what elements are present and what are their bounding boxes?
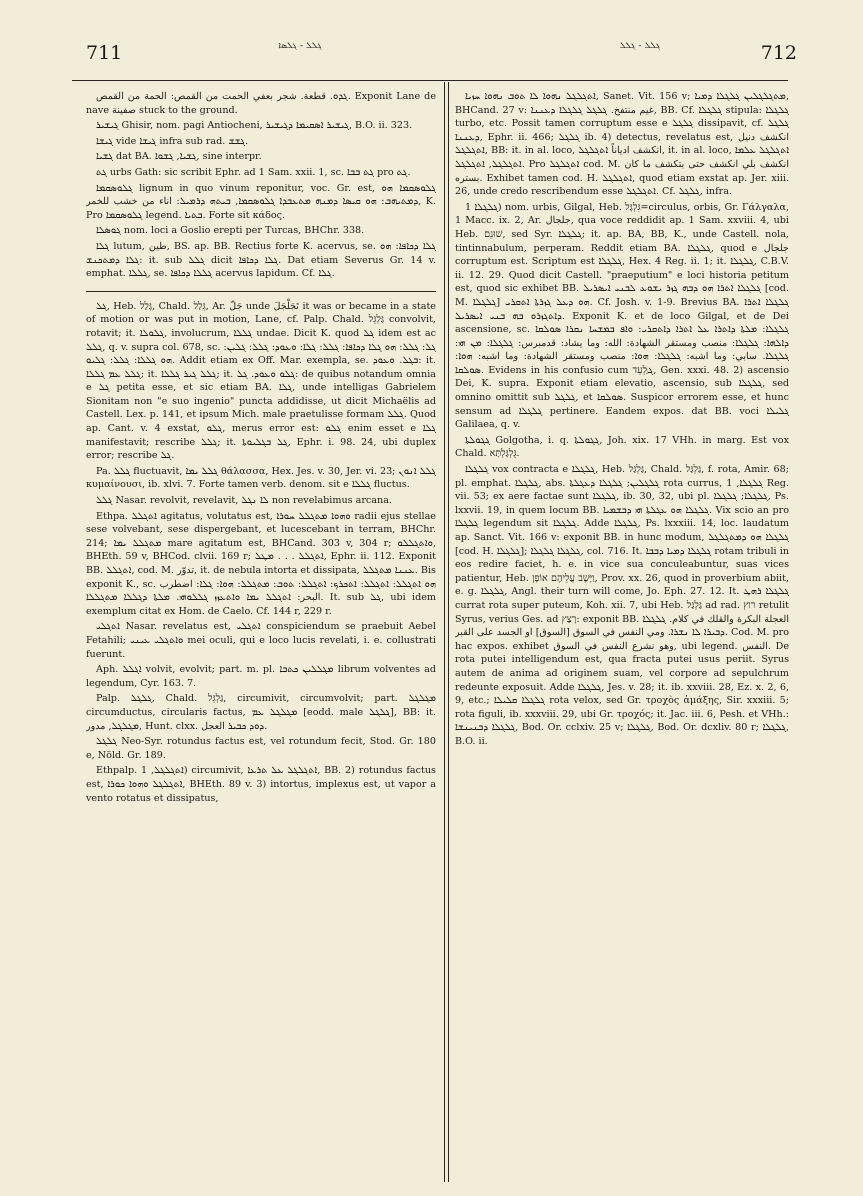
dictionary-entry: ܓܠܓܠ Neo-Syr. rotundus factus est, vel rotundum fecit, Stod. Gr. 180 e, Nöld. Gr. 189. bbox=[86, 736, 436, 761]
dictionary-entry: ܓܓܘܠܬܐ Golgotha, i. q. ܓܓܘܠܬܐ, Joh. xix. 17 VHh. in marg. Est vox Chald. גֻּלְגָּלְתָּא. bbox=[455, 434, 789, 460]
left-page-number: 711 bbox=[86, 42, 123, 64]
dictionary-entry: Palp. ܓܠܓܠ, Chald. גַּלְגֵּל, circumivit, circumvolvit; part. ܡܓܠܓܠ circumductus, circularis factus, ܡܓܠܓܠ ܥܡ [eodd. male ܓܠܓܠ], BB: it. ܡܓܠܓܠ, مدور, Hunt. clxx. ܕܘܕ ܟܒܝܪ العجل. bbox=[86, 693, 436, 732]
dictionary-entry: ܓܬ urbs Gath: sic scribit Ephr. ad 1 Sam. xxii. 1, sc. ܓܬ ܒܒܐ pro ܓܬ. bbox=[96, 166, 411, 178]
dictionary-entry: ܓܠܘܣܩܡܐ lignum in quo vinum reponitur, voc. Gr. est, ܓܠܘܣܩܡܐ ܗܘ ܕܡܬܝܗܒ: ܗܘ ܩܝܣܐ ܕܡܢܗ ܡܬܥܒܕܐ ܓܠܘܣܩܡܐ, ܒܝܬܗ ܕܪܡܝܠ: اناء من خشب للخمر, K. Pro ܓܠܘܣܩܡܐ legend. ܒܬܝܐ. Forte sit κάδος. bbox=[86, 182, 436, 221]
right-page-number: 712 bbox=[760, 42, 797, 64]
dictionary-entry: ܐܬܓܠܓܠ ܢܗܘܐ ܠܐ ܬܘܒ ܢܗܘܐ ܚܙܝܐ, Sanet. Vit. 156 v; ܡܬܓܠܓܠܝܢ ܓܠܓܠܐ ܕܡܝܐ, BHCand. 27 v: غيم منتفخ. ܓܠܓܠ ܓܠܓܠܐ ܕܥܢܢܐ, BB. Cf. ܓܠܓܠܐ stipula: ܓܠܓܠܐ turbo, etc. Possit tamen corruptum esse e ܓܠܓܠ dissipavit, cf. ܓܠܓܠ ܕܥܢܢܐ, Ephr. ii. 466; ܓܠܓܠ ib. 4) detectus, revelatus est, انكشف دنيل ܐܬܓܠܓܠ, BB: it. in al. loco, انكشف ادياناً ܐܬܓܠܓܠ, it. in al. loco, ܐܬܓܠܓܠ ܥܠܡܐ ܐܬܓܠܓܠ, ܐܬܓܠܓܠ. Pro ܐܬܓܠܓܠ cod. M. انكشف بلي انكشف حتى بتكشف ما كان بستره. Exhibet tamen cod. H. ܐܬܓܠܓܠ, quod etiam exstat ap. Jer. xiii. 26, unde credo rescribendum esse ܐܬܓܠܓܠ. Cf. ܓܠܓܠ, infra. bbox=[455, 91, 789, 198]
dictionary-entry: ܓܫܝܐ dat BA. ܓܫܝܐ, ܓܫܘܐ, sine interpr. bbox=[96, 151, 262, 163]
dictionary-entry: Ethpalp. ܐܬܓܠܓܠ, 1) circumivit, ܐܬܓܠܓܠ ܥܠ ܬܪܥܐ, BB. 2) rotundus factus est, ܐܬܓܠܓܠ ܘܗܘܐ ܟܘܪܐ, BHEth. 89 v. 3) intortus, implexus est, ut vapor a vento rotatus et dissipatus, bbox=[86, 765, 436, 804]
left-running-head: ܓܠܠ - ܓܠܣܐ bbox=[278, 40, 322, 51]
dictionary-entry: ܓܘܣܠܐ nom. loci a Goslio erepti per Turcas, BHChr. 338. bbox=[96, 225, 365, 237]
dictionary-entry: Aph. ܐܓܠܠ volvit, evolvit; part. m. pl. ܡܓܠܠܝܢ ܟܬܒܐ librum volventes ad legendum, Cyr. 163. 7. bbox=[86, 664, 436, 689]
header-rule bbox=[72, 80, 788, 81]
dictionary-entry: ܓܠ, Heb. גָּלַל, Chald. גְּלַל, Ar. جَلّ unde تَجَلْجَلَ it was or became in a state of motion or was put in motion, Lane, cf. Palp. Chald. גַּלְגֵּל convolvit, rotavit; it. ܓܠܘܠܐ, involucrum, ܓܠܠܐ undae. Dicit K. quod ܓܠ idem est ac ܓܠܠ, q. v. supra col. 678, sc. ܓܠ: ܓܠܠ: ܗܘ ܓܠܐ ܕܟܐܦܐ: ܓܠܠ: ܓܠܐ: ܘܥܘܕ: ܓܠܠ: ܓܠܝܢ: ܗܘ ܓܠܠܐ: ܓܠܠ: ܓܠܝܘ. Addit etiam ex Off. Mar. exempla, se. ܒܓܠ. ܘܥܘܕ: it. ܓܠܠ ܥܡ ܓܠܠܐ; it. ܓܠܠ ܓܝܪ ܓܠܠܐ; it. ܓܠܘ ܘܥܘܕ. ܓܠ: de quibus notandum omnia e ܓܠ petita esse, et sic etiam BA. ܓܠܐ, unde intelligas Gabrielem Sionitam non "e suo ingenio" puncta addidisse, ut dicit Michaëlis ad Castell. Lex. p. 141, et ipsum Mich. male praetulisse formam ܓܠܠ. Quod ap. Cant. v. 4 exstat, ܓܠܘ, merus error est: ܓܠܘ enim esset e ܓܠܐ manifestavit; rescribe ܓܠܠ; it. ܓܠ ܒܓܠܝܘܬܐ, Ephr. i. 98. 24, ubi duplex error; rescribe ܓܠ. bbox=[86, 291, 436, 463]
dictionary-entry: ܓܠܐ lutum, طين, BS. ap. BB. Rectius forte K. acervus, se. ܓܠܐ ܕܟܐܦܐ: ܗܘ ܓܠܐ ܕܡܬܟܢܫ: it. sub ܓܠܠ dicit ܓܠܐ ܕܟܐܦܐ. Dat etiam Severus Gr. 14 v. emphat. ܓܠܠܐ, se. ܓܠܠܐ ܕܟܐܦܐ acervus lapidum. Cf. ܓܠܐ. bbox=[86, 240, 436, 280]
column-divider-inner bbox=[448, 82, 449, 1182]
column-divider bbox=[444, 82, 445, 1182]
right-column bbox=[455, 90, 789, 1180]
dictionary-entry: ܓܠܠ Nasar. revolvit, revelavit, ܠܐ ܢܓܠ non revelabimus arcana. bbox=[96, 495, 392, 507]
dictionary-entry: ܓܝܫܐ vide ܓܝܫܐ infra sub rad. ܓܫܫ. bbox=[96, 135, 249, 147]
dictionary-entry: ܓܠܓܠܐ vox contracta e ܓܠܓܠܐ, Heb. גַּלְגַּל, Chald. גַּלְגַּל, f. rota, Amir. 68; pl. emphat. ܓܠܓܠܐ, abs. ܓܠܓܠܝܢ; ܓܠܓܠܐ ܕܥܓܠܬܐ rota currus, ܓܠܓܠܐ, 1 Reg. vii. 53; ex aere factae sunt ܓܠܓܠܐ, ib. 30, 32, ubi pl. ܓܠܓܠܐ; ܓܠܓܠܐ, Ps. lxxvii. 19, in quem locum BB. ܓܠܓܠܐ ܗܘ ܥܓܠܬܐ ܗܝ ܕܒܫܡܝܐ. Vix scio an pro ܓܠܓܠܐ legendum sit ܓܠܓܠܐ. Adde ܓܠܓܠܐ, Ps. lxxxiii. 14, loc. laudatum ap. Sanct. Vit. 166 v: exponit BB. in hunc modum, ܓܠܓܠܐ ܗܘ ܕܡܬܓܠܓܠ [cod. H. ܓܠܓܠܐ]; ܓܠܓܠܐ ܓܠܓܠܐ, col. 716. It. ܓܠܓܠܐ ܕܡܝܐ ܕܒܒܐ rotam tribuli in eos redire faciet, h. e. in vice sua conculeabuntur, suas vices patientur, Heb. וַיָּשֶׁב עֲלֵיהֶם אוֹפָן, Prov. xx. 26, quod in proverbium abiit, e. g. ܓܠܓܠܐ, Angl. their turn will come, Jo. Eph. 27. 12. It. ܓܠܓܠܐ ܪܗܛ currat rota super puteum, Koh. xii. 7, ubi Heb. גַּלְגַּל ad rad. רוץ retulit Syrus, verius Ges. ad רָצַץ: exponit BB. العجلة البكرة والقلك في كلام. ܓܠܓܠܐ ܕܒܝܪܐ ܠܐ ܢܫܪܐ. ومي النفس في السوق [السوق] او الجسد على القبر. Cod. M. pro hac expos. exhibet وهو نشرع النفس في السوق, ubi legend. النفس. De rota putei intelligendum est, qua fracta putei usus periit. Syrus autem de anima ad originem suam, vel corpore ad sepulchrum redeunte exposuit. Adde ܓܠܓܠܐ, Jes. v. 28; it. ib. xxviii. 28, Ez. x. 2, 6, 9, etc.; ܓܠܓܠܐ ܩܠܝܠܐ rota velox, sed Gr. τροχὸς ἁμάξης, Sir. xxxiii. 5; rota figuli, ib. xxxviii. 29, ubi Gr. τροχός; it. Jac. iii. 6, Pesh. et VHh.: ܓܠܓܠܐ ܕܒܢܝܢܫܐ, Bod. Or. cclxiv. 25 v; ܓܠܓܠܐ, Bod. Or. dcxliv. 80 r; ܓܠܓܠܐ, B.O. ii. bbox=[455, 464, 789, 747]
dictionary-entry: ܓܝܫܝܪ Ghisir, nom. pagi Antiocheni, ܓܝܫܝܪ ܐܣܩܝܡܐ ܕܓܝܫܝܪ, B.O. ii. 323. bbox=[96, 120, 413, 132]
dictionary-entry: ܐܬܓܠܝ Nasar. revelatus est, ܐܬܓܠܝ conspiciendum se praebuit Aebel Fetahili; ܘܐܬܓܠܝ ܥܝܢܝ mei oculi, qui e loco lucis revelati, i. e. collustrati fuerunt. bbox=[86, 621, 436, 660]
dictionary-entry: ܓܠܓܠܐ 1) nom. urbis, Gilgal, Heb. גִּלְגָּל=circulus, orbis, Gr. Γάλγαλα, 1 Macc. ix. 2, Ar. جلجال, qua voce reddidit ap. 1 Sam. xxviii. 4, ubi Heb. שׁוּנֵם, sed Syr. ܓܠܓܠܐ; it. ap. BA, BB, K., unde Castell. nola, tintinnabulum, perperam. Reddit etiam BA. ܓܠܓܠܐ, quod e جلجال corruptum est. Scriptum est ܓܠܓܠܐ, Hex. 4 Reg. ii. 1; it. ܓܠܓܠܐ, C.B.V. ii. 12. 29. Quod dicit Castell. "praeputium" e loci historia petitum est, quod sic exhibet BB. ܓܠܓܠܐ ܐܬܪܐ ܗܘ ܕܒܗ ܓܙܪ ܝܫܘܥ ܠܒܢܝ ܐܝܣܪܝܠ [cod. M. ܓܠܓܠܐ] ܗܘ ܕܥܠ ܓܙܪܬܐ ܐܬܩܪܝ. Cf. Josh. v. 1-9. Brevius BA. ܓܠܓܠܐ ܐܬܪܐ ܕܐܬܓܙܪܘ ܒܗ ܒܢܝ ܐܝܣܪܝܠ. Exponit K. et de loco Gilgal, et de Dei ascensione, sc. ܓܠܓܠܐ: ܡܠܬܐ ܕܐܬܪܐ ܥܠ ܐܬܪܐ ܕܐܬܩܪܝ: ܘܐܦ ܒܡܫܚܐ ܢܩܪܐ ܣܘܠܩܐ ܕܐܠܗܐ: ܓܠܓܠܐ: منصب ومستقر الشهادة: الله: وما يشاد: قدمبرس: ܓܠܓܠܐ: ܡܢ ܗܝ: ܓܠܓܠܐ. سابي: وما اشبه: ܓܠܓܠܐ: ܗܘܐ: منصب ومستقر الشهادة: وما اشبه: ܗܘܐ: ܣܘܠܩܐ. Evidens in his confusio cum ܓַּלְעֵד, Gen. xxxi. 48. 2) ascensio Dei, K. supra. Exponit etiam elevatio, ascensio, sub ܓܠܓܠܐ, sed omnino omittit sub ܓܠܓܠ, et ܣܘܠܩܐ. Suspicor errorem esse, et hunc sensum ad ܓܠܓܠܐ pertinere. Eandem expos. dat BB. voci ܓܠܝܠܐ Galilaea, q. v. bbox=[455, 201, 789, 431]
dictionary-entry: Ethpa. ܐܬܓܠܠ agitatus, volutatus est, ܘܗܘܐ ܡܬܓܠܠ ܚܘܪܐ radii ejus stellae sese volvebant, sese dispergebant, et lucescebant in terram, BHChr. 214; ܡܬܓܠܠ ܝܡܐ mare agitatum est, BHCand. 303 v, 304 r; ܘܐܬܓܠܠܘ, BHEth. 59 v, BHCod. clvii. 169 r; ܐܬܓܠܠ . . . ܡܛܠ, Ephr. ii. 112. Exponit BB. ܐܬܓܠܠ, cod. M. تدوّر, it. de nebula intorta et dissipata, ܥܢܢܐ ܡܬܓܠܠ. Bis exponit K., sc. ܗܘ ܐܬܓܠܠ: ܐܬܓܠܠ: ܐܬܟܪܟ: ܐܬܓܠܠ: ܬܘܒ: ܡܬܓܠܠ: ܗܘܐ: ܓܠܐ: اضطرب البحر: ܐܬܓܠܠ ܝܡܐ ܘܐܬܥܙܙ ܓܠܠܘܗܝ. ܡܠܬܐ ܕܓܠܠܐ ܡܬܓܠܠܐ. It. sub ܓܠ, ubi idem exemplum citat ex Hom. de Caelo. Cf. 144 r, 229 r. bbox=[86, 510, 436, 617]
dictionary-entry: ܓܕܘ. قطعة. شجر بعفي الحمت من القمص: الحمة من القمص. Exponit Lane de nave صفينة stuck to the ground. bbox=[86, 91, 436, 116]
left-column bbox=[86, 90, 436, 1180]
dictionary-entry: Pa. ܓܠܠ fluctuavit, ܓܠܠ ܝܡܐ θάλασσα, Hex. Jes. v. 30, Jer. vi. 23; ܓܠܠ ܐܢܘܢ κυμαίνουσι, ib. xlvi. 7. Forte tamen verb. denom. sit e ܓܠܠܐ fluctus. bbox=[86, 465, 436, 491]
right-running-head: ܓܠܠ - ܓܠܠ bbox=[619, 40, 661, 51]
page-header bbox=[0, 0, 863, 88]
